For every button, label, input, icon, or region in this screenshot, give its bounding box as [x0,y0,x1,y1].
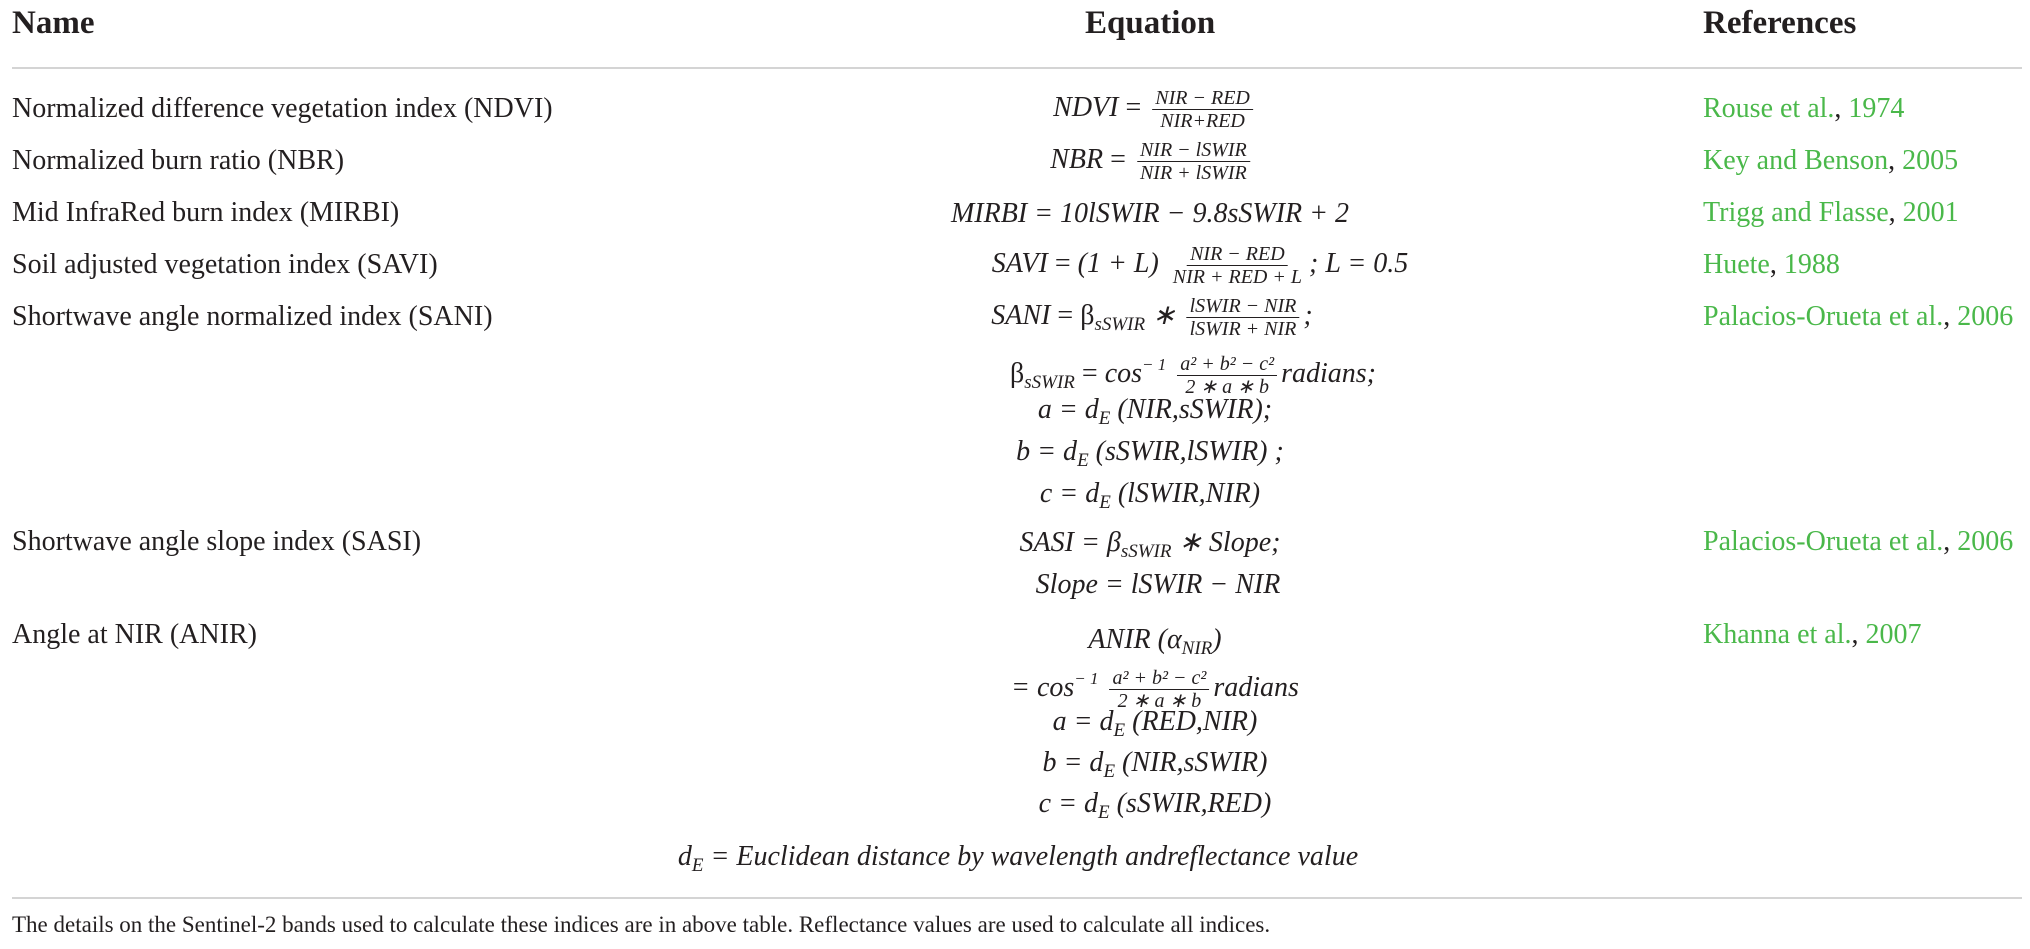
row-name-ndvi: Normalized difference vegetation index (NDVI) [12,93,553,124]
equation-anir-1: ANIR $(\alpha_{NIR})$ [1088,624,1222,659]
equation-nbr: NBR = $\frac{\text{NIR − lSWIR}}{\text{NIR + lSWIR}}$ [1050,140,1254,183]
footer-rule [12,897,2022,899]
row-name-sani: Shortwave angle normalized index (SANI) [12,301,493,332]
row-name-nbr: Normalized burn ratio (NBR) [12,145,345,176]
equation-anir-2: = $\cos^{- 1}$ $\frac{\text{a² + b² − c²}}{2 ∗ a ∗ b}$ radians [1011,667,1299,713]
row-name-mirbi: Mid InfraRed burn index (MIRBI) [12,197,400,228]
equation-mirbi: MIRBI = 10lSWIR − 9.8sSWIR + 2 [950,198,1350,229]
row-name-anir: Angle at NIR (ANIR) [12,619,257,650]
equation-anir-c: $c = d_E$ (sSWIR,RED) [1038,788,1272,823]
equation-anir-a: $a = d_E$ (RED,NIR) [1052,706,1258,741]
row-name-savi: Soil adjusted vegetation index (SAVI) [12,249,438,280]
equation-de-definition: $d_E$ = Euclidean distance by wavelength andreflectance value [677,841,1359,876]
row-name-sasi: Shortwave angle slope index (SASI) [12,526,422,557]
footnote: The details on the Sentinel-2 bands used to calculate these indices are in above table. Reflectance values are used to calculate all indices. [12,912,1271,937]
equation-anir-b: $b = d_E$ (NIR,sSWIR) [1042,747,1268,782]
equation-sasi-1: SASI = $\beta_{sSWIR}$ ∗ Slope; [1019,527,1281,562]
ref-mirbi[interactable]: Trigg and Flasse, 2001 [1703,197,1959,228]
equation-ndvi: NDVI = $\frac{\text{NIR − RED}}{\text{NIR+RED}}$ [1053,88,1257,131]
equation-sasi-2: Slope = lSWIR − NIR [1035,569,1281,600]
ref-ndvi[interactable]: Rouse et al., 1974 [1703,93,1905,124]
header-rule [12,67,2022,69]
ref-nbr[interactable]: Key and Benson, 2005 [1703,145,1959,176]
equation-sani: SANI = $\beta_{sSWIR}$ ∗ $\frac{\text{lSWIR − NIR}}{\text{lSWIR + NIR}}$ ; [991,295,1313,340]
equation-sani-b: $b = d_E$ (sSWIR,lSWIR) ; [1016,436,1284,471]
ref-sani[interactable]: Palacios-Orueta et al., 2006 [1703,301,2014,332]
equation-sani-beta: $\beta_{sSWIR} = \cos^{- 1}$ $\frac{\text{a² + b² − c²}}{2 ∗ a ∗ b}$ radians; [1009,353,1377,399]
header-name: Name [12,5,95,41]
ref-sasi[interactable]: Palacios-Orueta et al., 2006 [1703,526,2014,557]
header-references: References [1703,5,1857,41]
equation-savi: SAVI = (1 + L) $\frac{\text{NIR − RED}}{\text{NIR + RED + L}}$ ; L = 0.5 [991,243,1409,288]
equation-sani-a: $a = d_E$ (NIR,sSWIR); [1037,394,1273,429]
equation-sani-c: $c = d_E$ (lSWIR,NIR) [1039,478,1261,513]
header-equation: Equation [1085,5,1216,41]
ref-savi[interactable]: Huete, 1988 [1703,249,1840,280]
ref-anir[interactable]: Khanna et al., 2007 [1703,619,1922,650]
